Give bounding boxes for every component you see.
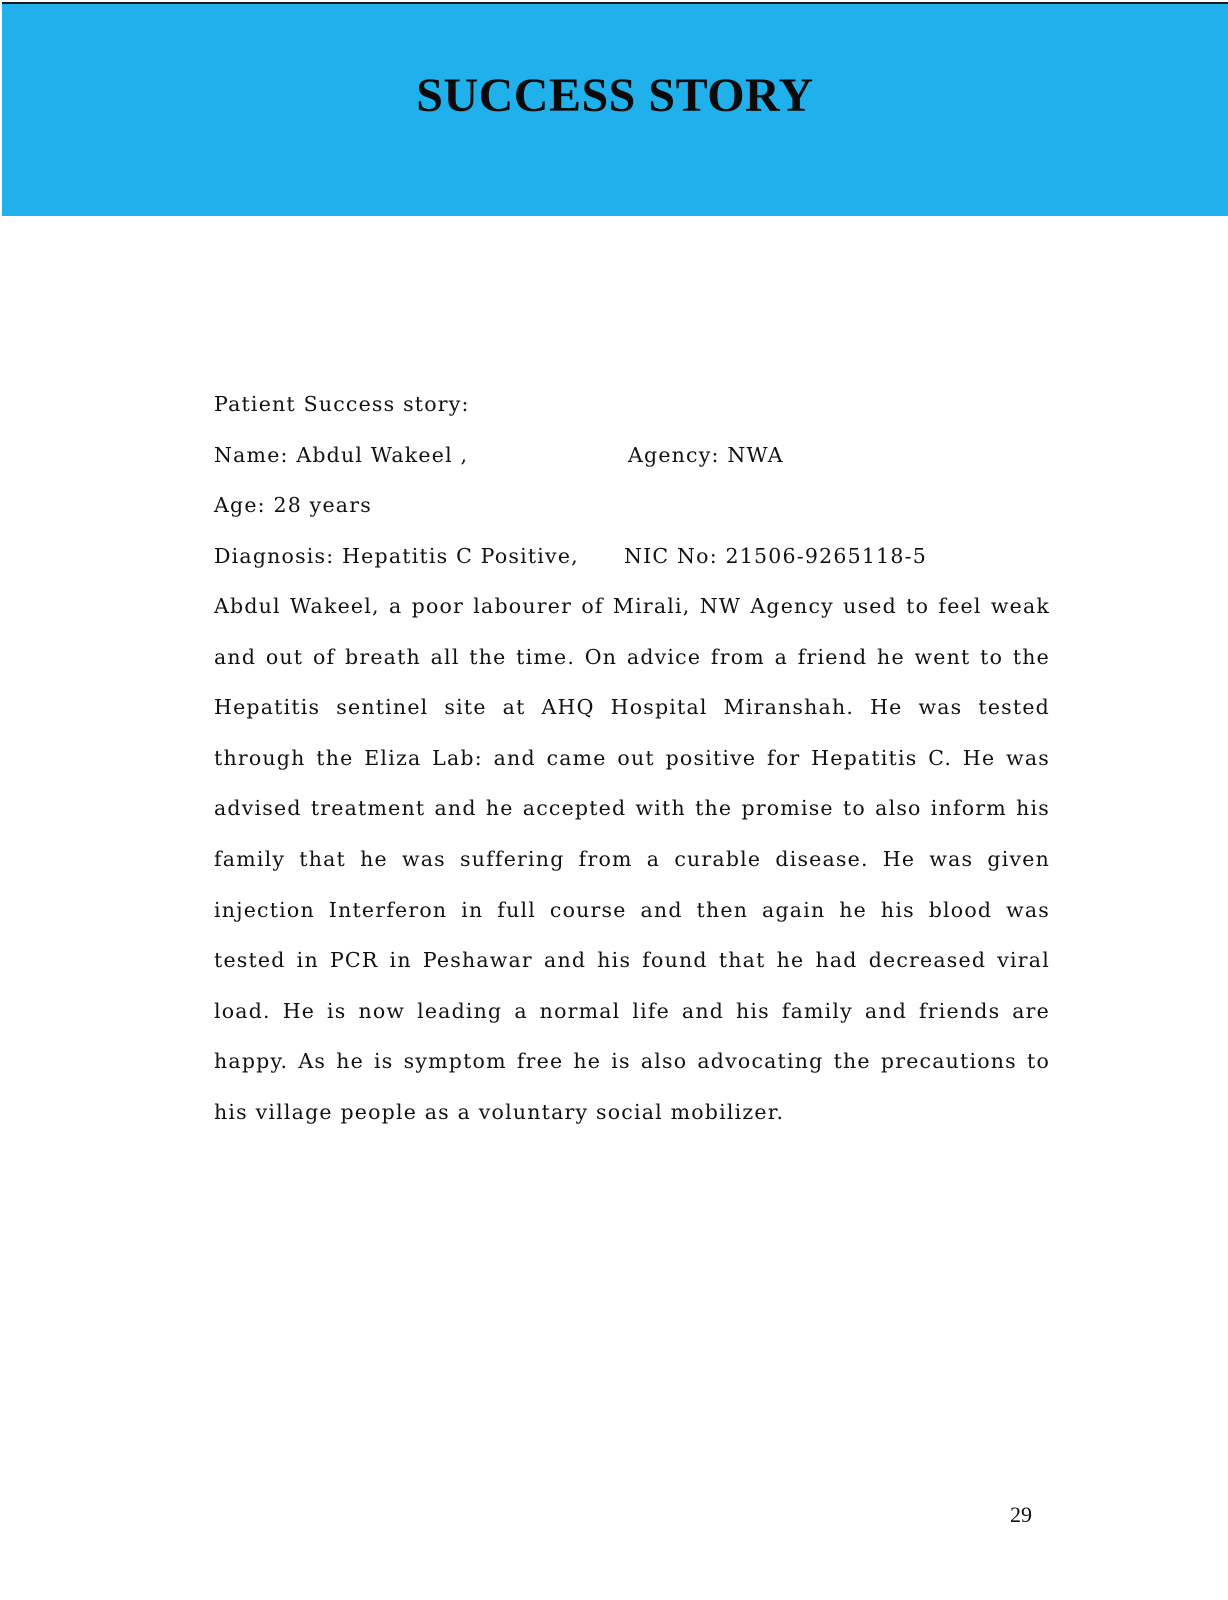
name-agency-row — [214, 437, 1050, 488]
document-body — [214, 386, 1050, 1158]
patient-name: Name: Abdul Wakeel , — [214, 442, 469, 467]
section-label-text: Patient Success story: — [214, 392, 470, 416]
age-row — [214, 487, 1050, 538]
patient-agency: Agency: NWA — [628, 442, 784, 467]
section-label — [214, 386, 1050, 437]
patient-diagnosis: Diagnosis: Hepatitis C Positive, — [214, 543, 579, 568]
diagnosis-nic-row — [214, 538, 1050, 589]
page-number: 29 — [1010, 1502, 1032, 1527]
patient-nic: NIC No: 21506-9265118-5 — [624, 543, 927, 568]
header-banner — [2, 4, 1228, 216]
story-paragraph: Abdul Wakeel, a poor labourer of Mirali, NW Agency used to feel weak and out of breath all the time. On advice from a friend he went to the Hepatitis sentinel site at AHQ Hospital Miranshah. He was tested through the Eliza Lab: and came out positive for Hepatitis C. He was advised treatment and he accepted with the promise to also inform his family that he was suffering from a curable disease. He was given injection Interferon in full course and then again he his blood was tested in PCR in Peshawar and his found that he had decreased viral load. He is now leading a normal life and his family and friends are happy. As he is symptom free he is also advocating the precautions to his village people as a voluntary social mobilizer. — [214, 594, 1050, 1124]
page-title: SUCCESS STORY — [416, 69, 814, 122]
patient-age: Age: 28 years — [214, 493, 372, 517]
